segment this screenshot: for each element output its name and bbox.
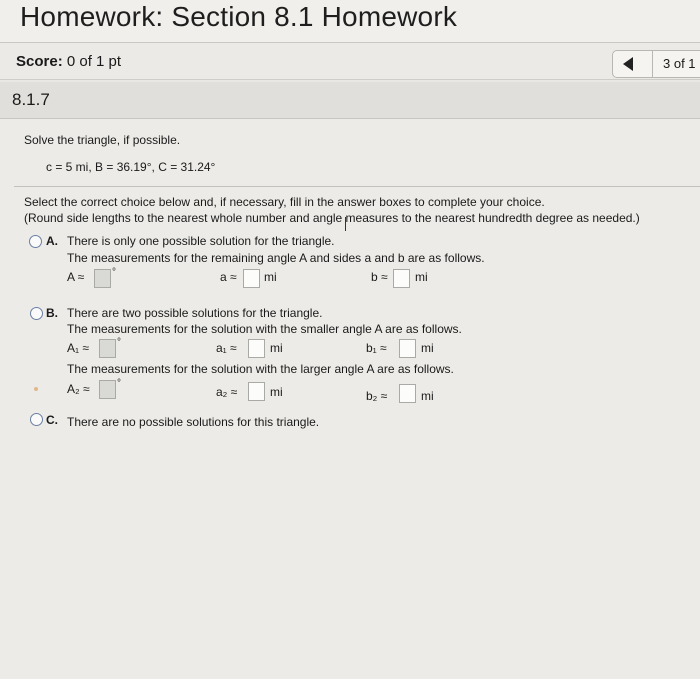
mile-unit: mi [270, 341, 283, 355]
given-values: c = 5 mi, B = 36.19°, C = 31.24° [46, 160, 216, 174]
option-c-text[interactable]: There are no possible solutions for this triangle. [67, 415, 320, 429]
side-a1-label: a₁ ≈ [216, 341, 237, 355]
angle-a1-label: A₁ ≈ [67, 341, 89, 355]
mile-unit: mi [421, 341, 434, 355]
text-cursor-icon [345, 217, 352, 231]
option-b-subtext: The measurements for the solution with the smaller angle A are as follows. [67, 322, 462, 336]
question-number: 8.1.7 [12, 90, 50, 109]
mile-unit: mi [264, 270, 277, 284]
mile-unit: mi [415, 270, 428, 284]
degree-unit: ° [112, 267, 116, 278]
degree-unit: ° [117, 378, 121, 389]
angle-a-input[interactable] [94, 269, 111, 288]
angle-a2-label: A₂ ≈ [67, 382, 90, 396]
question-content [0, 119, 700, 679]
side-a-input[interactable] [243, 269, 260, 288]
pager-divider [652, 51, 653, 77]
radio-option-a[interactable] [29, 235, 42, 248]
side-b2-input[interactable] [399, 384, 416, 403]
score-bar [0, 43, 700, 80]
page-title: Homework: Section 8.1 Homework [20, 1, 458, 32]
side-b1-label: b₁ ≈ [366, 341, 387, 355]
question-count[interactable]: 3 of 1 [663, 56, 696, 71]
option-b-letter: B. [46, 306, 58, 320]
option-a-text[interactable]: There is only one possible solution for the triangle. [67, 234, 335, 248]
instructions-line1: Select the correct choice below and, if necessary, fill in the answer boxes to complete your choice. [24, 195, 545, 209]
screen-speck [34, 387, 38, 391]
option-c-letter: C. [46, 413, 58, 427]
score-label: Score: [16, 53, 63, 70]
mile-unit: mi [421, 389, 434, 403]
side-b-label: b ≈ [371, 270, 388, 284]
option-b-subtext-2: The measurements for the solution with the larger angle A are as follows. [67, 362, 454, 376]
angle-a1-input[interactable] [99, 339, 116, 358]
option-a-subtext: The measurements for the remaining angle A and sides a and b are as follows. [67, 251, 485, 265]
radio-option-c[interactable] [30, 413, 43, 426]
side-a1-input[interactable] [248, 339, 265, 358]
mile-unit: mi [270, 385, 283, 399]
side-a-label: a ≈ [220, 270, 237, 284]
side-b1-input[interactable] [399, 339, 416, 358]
problem-text: Solve the triangle, if possible. [24, 133, 181, 147]
side-a2-input[interactable] [248, 382, 265, 401]
radio-option-b[interactable] [30, 307, 43, 320]
score-value: 0 of 1 pt [66, 53, 122, 70]
question-number-bar [0, 82, 700, 119]
side-b2-label: b₂ ≈ [366, 389, 388, 403]
instructions-line2: (Round side lengths to the nearest whole number and angle measures to the nearest hundredth degree as needed.) [24, 211, 640, 225]
question-pager [612, 50, 700, 78]
divider [14, 186, 700, 187]
angle-a2-input[interactable] [99, 380, 116, 399]
option-a-letter: A. [46, 234, 58, 248]
side-b-input[interactable] [393, 269, 410, 288]
score-display [16, 53, 121, 70]
angle-a-label: A ≈ [67, 270, 85, 284]
title-bar [0, 0, 700, 43]
previous-question-icon[interactable] [623, 57, 633, 71]
option-b-text[interactable]: There are two possible solutions for the triangle. [67, 306, 323, 320]
side-a2-label: a₂ ≈ [216, 385, 238, 399]
degree-unit: ° [117, 337, 121, 348]
